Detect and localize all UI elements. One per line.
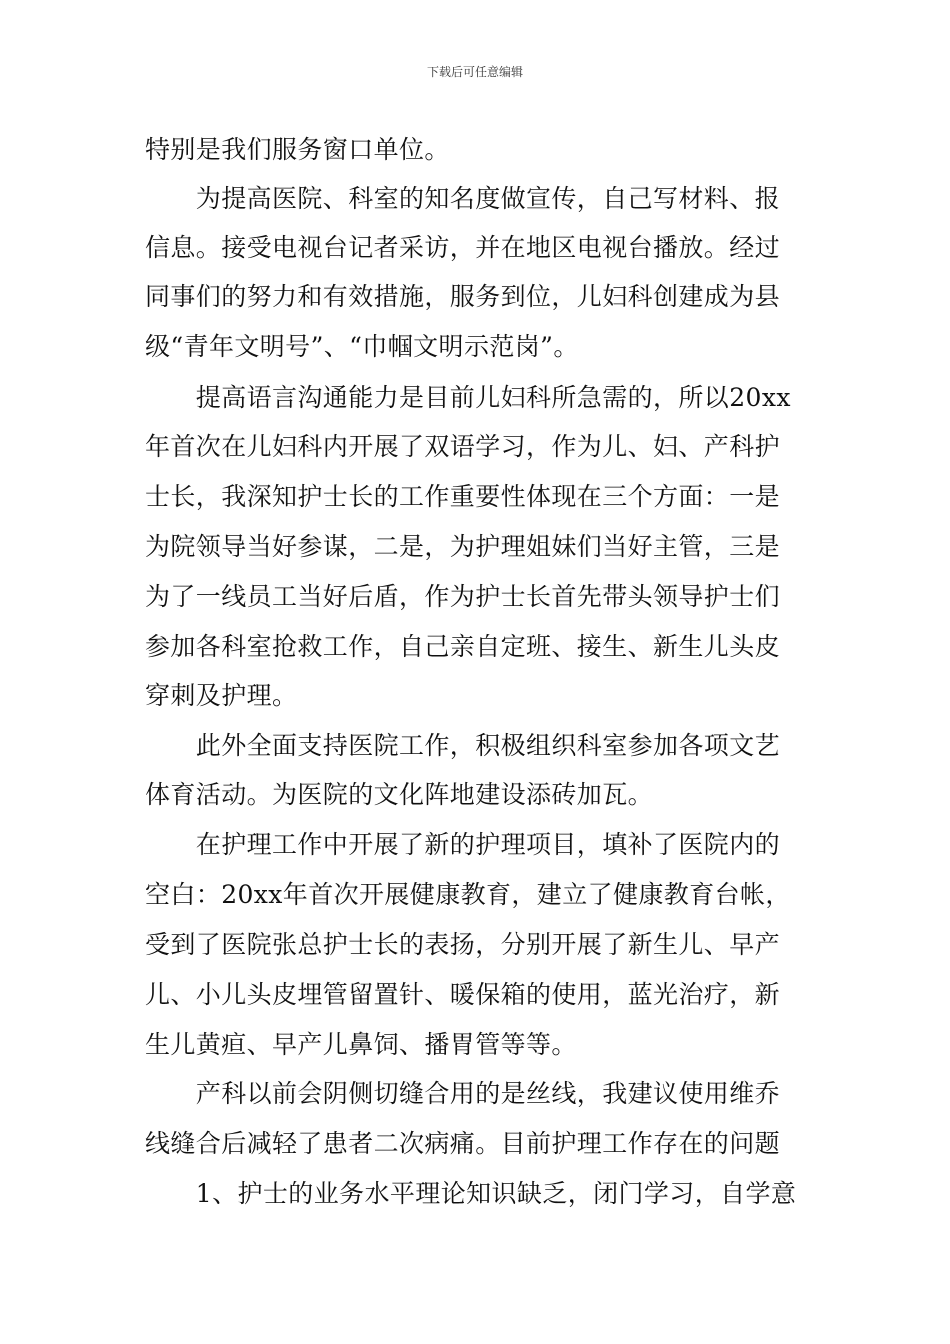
body-line: 年首次在儿妇科内开展了双语学习，作为儿、妇、产科护: [145, 432, 781, 461]
body-line: 生儿黄疸、早产儿鼻饲、播胃管等等。: [145, 1030, 577, 1059]
body-line: 穿刺及护理。: [145, 681, 298, 710]
body-line: 为了一线员工当好后盾，作为护士长首先带头领导护士们: [145, 582, 781, 611]
body-line: 同事们的努力和有效措施，服务到位，儿妇科创建成为县: [145, 282, 781, 311]
body-line: 线缝合后减轻了患者二次病痛。目前护理工作存在的问题: [145, 1129, 781, 1158]
body-line: 儿、小儿头皮埋管留置针、暖保箱的使用，蓝光治疗，新: [145, 980, 781, 1009]
body-line: 此外全面支持医院工作，积极组织科室参加各项文艺: [145, 731, 781, 760]
body-line: 士长，我深知护士长的工作重要性体现在三个方面：一是: [145, 482, 781, 511]
body-line: 产科以前会阴侧切缝合用的是丝线，我建议使用维乔: [145, 1079, 781, 1108]
body-line: 特别是我们服务窗口单位。: [145, 135, 450, 164]
body-line: 为院领导当好参谋，二是，为护理姐妹们当好主管，三是: [145, 532, 781, 561]
page-header: 下载后可任意编辑: [426, 65, 523, 79]
body-line: 1、护士的业务水平理论知识缺乏，闭门学习，自学意: [145, 1179, 797, 1208]
body-line: 受到了医院张总护士长的表扬，分别开展了新生儿、早产: [145, 930, 781, 959]
body-line: 空白：20xx年首次开展健康教育，建立了健康教育台帐，: [145, 880, 791, 909]
body-line: 在护理工作中开展了新的护理项目，填补了医院内的: [145, 830, 781, 859]
body-line: 级“青年文明号”、“巾帼文明示范岗”。: [145, 332, 579, 361]
body-line: 体育活动。为医院的文化阵地建设添砖加瓦。: [145, 780, 654, 809]
body-line: 信息。接受电视台记者采访，并在地区电视台播放。经过: [145, 233, 781, 262]
body-line: 提高语言沟通能力是目前儿妇科所急需的，所以20xx: [145, 383, 791, 412]
body-line: 为提高医院、科室的知名度做宣传，自己写材料、报: [145, 184, 781, 213]
body-line: 参加各科室抢救工作，自己亲自定班、接生、新生儿头皮: [145, 632, 781, 661]
